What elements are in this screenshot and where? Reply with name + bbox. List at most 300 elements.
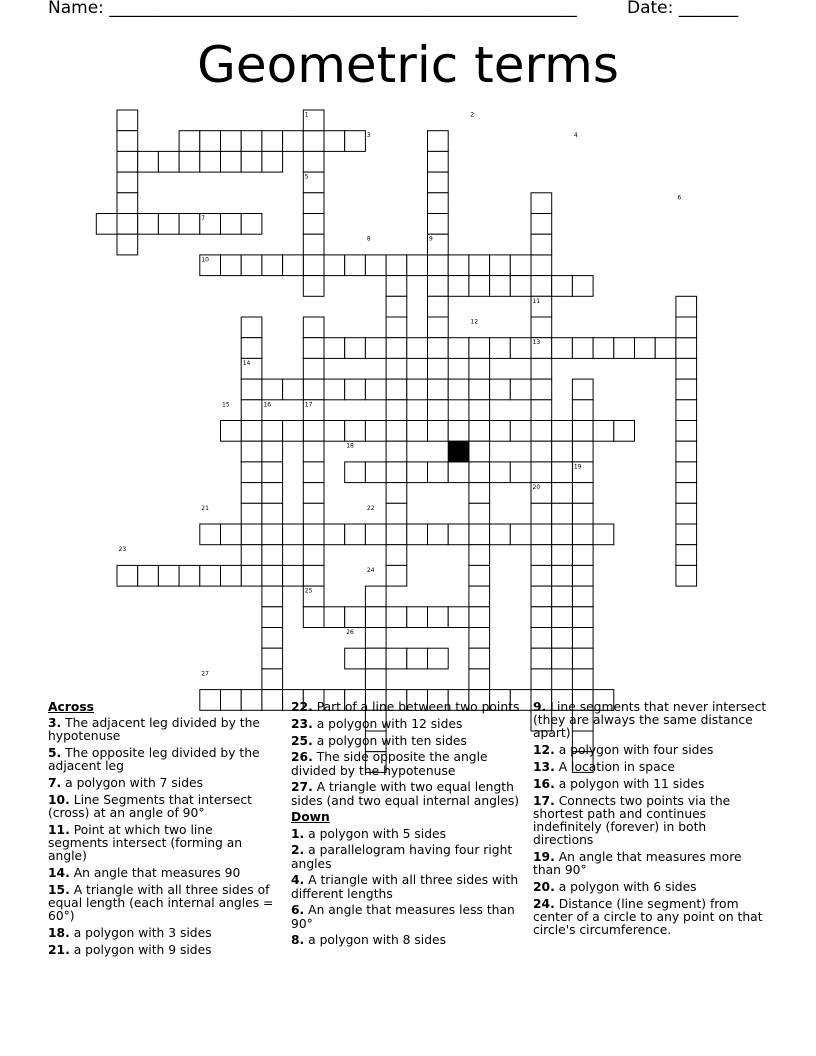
grid-cell[interactable] (572, 421, 593, 442)
clue-number: 2 (470, 111, 475, 119)
grid-cell[interactable] (531, 317, 552, 338)
grid-cell[interactable] (386, 565, 407, 586)
grid-cell[interactable] (200, 565, 221, 586)
grid-cell[interactable] (283, 131, 304, 152)
grid-cell[interactable] (531, 565, 552, 586)
grid-cell[interactable] (158, 214, 179, 235)
grid-cell[interactable] (262, 524, 283, 545)
grid-cell[interactable] (365, 648, 386, 669)
grid-cell[interactable] (303, 151, 324, 172)
grid-cell[interactable] (345, 421, 366, 442)
grid-cell[interactable] (552, 586, 573, 607)
grid-cell[interactable] (303, 255, 324, 276)
grid-cell[interactable] (428, 151, 449, 172)
grid-cell[interactable] (428, 400, 449, 421)
grid-cell[interactable] (676, 421, 697, 442)
grid-cell[interactable] (593, 421, 614, 442)
grid-cell[interactable] (324, 607, 345, 628)
grid-cell[interactable] (303, 276, 324, 297)
grid-cell[interactable] (283, 524, 304, 545)
grid-cell[interactable] (490, 462, 511, 483)
clue-item-text: A triangle with two equal length sides (and two equal internal angles) (291, 780, 520, 808)
grid-cell[interactable] (510, 276, 531, 297)
grid-cell[interactable] (448, 276, 469, 297)
grid-cell[interactable] (531, 400, 552, 421)
grid-cell[interactable] (303, 193, 324, 214)
grid-cell[interactable] (262, 669, 283, 690)
grid-cell[interactable] (531, 607, 552, 628)
grid-cell[interactable] (448, 421, 469, 442)
grid-cell[interactable] (469, 669, 490, 690)
grid-cell[interactable] (117, 565, 138, 586)
grid-cell[interactable] (572, 648, 593, 669)
grid-cell[interactable] (262, 648, 283, 669)
grid-cell[interactable] (552, 648, 573, 669)
grid-cell[interactable] (572, 483, 593, 504)
grid-cell[interactable] (552, 276, 573, 297)
grid-cell[interactable] (386, 462, 407, 483)
grid-cell[interactable] (593, 338, 614, 359)
grid-cell[interactable] (428, 358, 449, 379)
grid-cell[interactable] (428, 462, 449, 483)
grid-cell[interactable] (221, 151, 242, 172)
grid-cell[interactable] (490, 255, 511, 276)
name-field[interactable]: Name: _______________________________________________________ (48, 0, 577, 18)
grid-cell[interactable] (221, 214, 242, 235)
clue-item-number: 18. (48, 926, 70, 941)
grid-cell[interactable] (221, 524, 242, 545)
grid-cell[interactable] (469, 400, 490, 421)
grid-cell[interactable] (469, 503, 490, 524)
grid-cell[interactable] (138, 565, 159, 586)
grid-cell[interactable] (469, 276, 490, 297)
clue-item-text: a polygon with 6 sides (558, 880, 697, 894)
clue-number: 9 (429, 235, 433, 243)
grid-cell[interactable] (303, 441, 324, 462)
grid-cell[interactable] (365, 255, 386, 276)
grid-cell[interactable] (531, 669, 552, 690)
grid-cell[interactable] (552, 607, 573, 628)
grid-cell[interactable] (262, 503, 283, 524)
grid-cell[interactable] (676, 462, 697, 483)
grid-cell[interactable] (531, 462, 552, 483)
grid-cell[interactable] (531, 255, 552, 276)
grid-cell[interactable] (531, 421, 552, 442)
grid-cell[interactable] (490, 276, 511, 297)
grid-cell[interactable] (572, 400, 593, 421)
grid-cell[interactable] (262, 151, 283, 172)
grid-cell[interactable] (676, 296, 697, 317)
grid-cell[interactable] (138, 214, 159, 235)
grid-cell[interactable] (324, 338, 345, 359)
grid-cell[interactable] (365, 379, 386, 400)
grid-cell[interactable] (510, 255, 531, 276)
grid-cell[interactable] (158, 151, 179, 172)
clue-number: 4 (573, 132, 578, 140)
grid-cell[interactable] (221, 131, 242, 152)
date-field[interactable]: Date: _______ (627, 0, 739, 18)
clue-item-text: a polygon with 9 sides (73, 943, 212, 957)
grid-cell[interactable] (262, 565, 283, 586)
grid-cell[interactable] (283, 565, 304, 586)
grid-cell[interactable] (262, 255, 283, 276)
grid-cell[interactable] (179, 151, 200, 172)
grid-cell[interactable] (572, 441, 593, 462)
grid-cell[interactable] (428, 255, 449, 276)
grid-cell[interactable] (510, 421, 531, 442)
grid-cell[interactable] (324, 421, 345, 442)
grid-cell[interactable] (428, 131, 449, 152)
clue-item-text: a polygon with 5 sides (308, 826, 446, 841)
grid-cell[interactable] (324, 379, 345, 400)
grid-cell[interactable] (365, 524, 386, 545)
grid-cell[interactable] (469, 338, 490, 359)
grid-cell[interactable] (572, 524, 593, 545)
grid-cell[interactable] (428, 276, 449, 297)
grid-cell[interactable] (303, 214, 324, 235)
grid-cell[interactable] (676, 358, 697, 379)
grid-cell[interactable] (428, 421, 449, 442)
grid-cell[interactable] (262, 483, 283, 504)
grid-cell[interactable] (117, 151, 138, 172)
grid-cell[interactable] (676, 545, 697, 566)
grid-cell[interactable] (407, 462, 428, 483)
grid-cell[interactable] (241, 503, 262, 524)
grid-cell[interactable] (490, 338, 511, 359)
grid-cell[interactable] (365, 338, 386, 359)
grid-cell[interactable] (531, 379, 552, 400)
grid-cell[interactable] (241, 255, 262, 276)
grid-cell[interactable] (241, 151, 262, 172)
grid-cell[interactable] (572, 607, 593, 628)
grid-cell[interactable] (469, 358, 490, 379)
grid-cell[interactable] (200, 524, 221, 545)
grid-cell[interactable] (386, 400, 407, 421)
grid-cell[interactable] (303, 565, 324, 586)
grid-cell[interactable] (303, 358, 324, 379)
grid-cell[interactable] (386, 483, 407, 504)
clue-number: 19 (573, 463, 582, 471)
grid-cell[interactable] (572, 545, 593, 566)
grid-cell[interactable] (531, 503, 552, 524)
grid-cell[interactable] (345, 338, 366, 359)
grid-cell[interactable] (365, 628, 386, 649)
grid-cell[interactable] (386, 276, 407, 297)
grid-cell[interactable] (407, 648, 428, 669)
grid-cell[interactable] (655, 338, 676, 359)
grid-cell[interactable] (303, 607, 324, 628)
grid-cell[interactable] (469, 379, 490, 400)
grid-cell[interactable] (221, 255, 242, 276)
grid-cell[interactable] (386, 421, 407, 442)
grid-cell[interactable] (241, 462, 262, 483)
clue-item-number: 24. (533, 896, 555, 911)
grid-cell[interactable] (552, 338, 573, 359)
grid-cell[interactable] (117, 110, 138, 131)
grid-cell[interactable] (241, 483, 262, 504)
grid-cell[interactable] (572, 338, 593, 359)
grid-cell[interactable] (407, 607, 428, 628)
grid-cell[interactable] (365, 421, 386, 442)
grid-cell[interactable] (572, 628, 593, 649)
grid-cell[interactable] (283, 255, 304, 276)
grid-cell[interactable] (448, 379, 469, 400)
grid-cell[interactable] (262, 628, 283, 649)
grid-cell[interactable] (324, 131, 345, 152)
grid-cell[interactable] (676, 565, 697, 586)
clue-item-number: 12. (533, 743, 555, 758)
grid-cell[interactable] (407, 421, 428, 442)
grid-cell[interactable] (531, 276, 552, 297)
grid-cell[interactable] (407, 338, 428, 359)
grid-cell[interactable] (200, 131, 221, 152)
grid-cell[interactable] (345, 524, 366, 545)
grid-cell[interactable] (345, 607, 366, 628)
grid-cell[interactable] (428, 607, 449, 628)
grid-cell[interactable] (531, 524, 552, 545)
grid-cell[interactable] (96, 214, 117, 235)
grid-cell[interactable] (262, 131, 283, 152)
grid-cell[interactable] (303, 234, 324, 255)
grid-cell[interactable] (428, 296, 449, 317)
grid-cell[interactable] (241, 545, 262, 566)
grid-cell[interactable] (138, 151, 159, 172)
grid-cell[interactable] (469, 441, 490, 462)
grid-cell[interactable] (469, 628, 490, 649)
grid-cell[interactable] (386, 441, 407, 462)
grid-cell[interactable] (324, 255, 345, 276)
grid-cell[interactable] (428, 379, 449, 400)
grid-cell[interactable] (262, 607, 283, 628)
grid-cell[interactable] (241, 317, 262, 338)
grid-cell[interactable] (572, 586, 593, 607)
grid-cell[interactable] (552, 462, 573, 483)
grid-cell[interactable] (676, 441, 697, 462)
grid-cell[interactable] (676, 400, 697, 421)
grid-cell[interactable] (510, 462, 531, 483)
grid-cell[interactable] (469, 524, 490, 545)
grid-cell[interactable] (469, 421, 490, 442)
grid-cell[interactable] (241, 421, 262, 442)
clue-item-number: 15. (48, 883, 70, 897)
grid-cell[interactable] (200, 151, 221, 172)
grid-cell[interactable] (510, 379, 531, 400)
grid-cell[interactable] (262, 421, 283, 442)
grid-cell[interactable] (407, 524, 428, 545)
grid-cell[interactable] (572, 565, 593, 586)
grid-cell[interactable] (386, 379, 407, 400)
clue-item-text: A location in space (558, 760, 675, 774)
grid-cell[interactable] (572, 276, 593, 297)
grid-cell[interactable] (283, 421, 304, 442)
grid-cell[interactable] (303, 421, 324, 442)
grid-cell[interactable] (614, 338, 635, 359)
grid-cell[interactable] (262, 379, 283, 400)
grid-cell[interactable] (531, 628, 552, 649)
grid-cell[interactable] (531, 193, 552, 214)
grid-cell[interactable] (117, 131, 138, 152)
grid-cell[interactable] (572, 669, 593, 690)
grid-cell[interactable] (386, 358, 407, 379)
grid-cell[interactable] (324, 524, 345, 545)
grid-cell[interactable] (386, 503, 407, 524)
grid-cell[interactable] (407, 255, 428, 276)
grid-cell[interactable] (469, 462, 490, 483)
grid-cell[interactable] (510, 524, 531, 545)
grid-cell[interactable] (221, 421, 242, 442)
grid-cell[interactable] (490, 421, 511, 442)
grid-cell[interactable] (428, 214, 449, 235)
grid-cell[interactable] (241, 524, 262, 545)
grid-cell[interactable] (531, 358, 552, 379)
grid-cell[interactable] (531, 234, 552, 255)
grid-cell[interactable] (428, 193, 449, 214)
grid-cell[interactable] (345, 379, 366, 400)
grid-cell[interactable] (676, 503, 697, 524)
grid-cell[interactable] (221, 565, 242, 586)
grid-cell[interactable] (345, 462, 366, 483)
grid-cell[interactable] (241, 441, 262, 462)
grid-cell[interactable] (117, 214, 138, 235)
grid-cell[interactable] (531, 586, 552, 607)
grid-cell[interactable] (552, 483, 573, 504)
grid-cell[interactable] (179, 565, 200, 586)
grid-cell[interactable] (345, 255, 366, 276)
grid-cell[interactable] (448, 255, 469, 276)
grid-cell[interactable] (262, 441, 283, 462)
grid-cell[interactable] (552, 628, 573, 649)
grid-cell[interactable] (428, 172, 449, 193)
grid-cell[interactable] (428, 524, 449, 545)
grid-cell[interactable] (303, 524, 324, 545)
grid-cell[interactable] (448, 462, 469, 483)
grid-cell[interactable] (552, 545, 573, 566)
grid-cell[interactable] (676, 317, 697, 338)
grid-cell[interactable] (303, 462, 324, 483)
clue-item (291, 718, 523, 731)
grid-cell[interactable] (448, 524, 469, 545)
grid-cell[interactable] (303, 317, 324, 338)
grid-cell[interactable] (510, 338, 531, 359)
clue-number: 6 (677, 194, 682, 202)
grid-cell[interactable] (241, 214, 262, 235)
grid-cell[interactable] (469, 607, 490, 628)
grid-cell[interactable] (552, 565, 573, 586)
grid-cell[interactable] (303, 483, 324, 504)
grid-cell[interactable] (365, 586, 386, 607)
grid-cell[interactable] (469, 565, 490, 586)
grid-cell[interactable] (303, 379, 324, 400)
grid-cell[interactable] (365, 462, 386, 483)
grid-cell[interactable] (428, 338, 449, 359)
grid-cell[interactable] (386, 648, 407, 669)
grid-cell[interactable] (552, 524, 573, 545)
grid-cell[interactable] (552, 503, 573, 524)
grid-cell[interactable] (365, 669, 386, 690)
grid-cell[interactable] (117, 234, 138, 255)
grid-cell[interactable] (365, 607, 386, 628)
grid-cell[interactable] (262, 586, 283, 607)
grid-cell[interactable] (386, 524, 407, 545)
grid-cell[interactable] (303, 503, 324, 524)
grid-cell[interactable] (428, 317, 449, 338)
grid-cell[interactable] (117, 193, 138, 214)
grid-cell[interactable] (241, 131, 262, 152)
grid-cell[interactable] (635, 338, 656, 359)
grid-cell[interactable] (283, 379, 304, 400)
grid-cell[interactable] (572, 503, 593, 524)
grid-cell[interactable] (448, 338, 469, 359)
grid-cell[interactable] (303, 338, 324, 359)
grid-cell[interactable] (676, 338, 697, 359)
grid-cell[interactable] (531, 648, 552, 669)
grid-cell[interactable] (241, 565, 262, 586)
grid-cell[interactable] (552, 421, 573, 442)
clue-item-text: a polygon with ten sides (316, 733, 467, 748)
grid-cell[interactable] (531, 214, 552, 235)
grid-cell[interactable] (117, 172, 138, 193)
grid-cell[interactable] (386, 338, 407, 359)
grid-cell[interactable] (448, 607, 469, 628)
grid-cell[interactable] (262, 462, 283, 483)
grid-cell[interactable] (469, 648, 490, 669)
across-heading: Across (48, 700, 94, 714)
grid-cell[interactable] (407, 379, 428, 400)
grid-cell[interactable] (303, 545, 324, 566)
grid-cell[interactable] (386, 296, 407, 317)
grid-cell[interactable] (303, 131, 324, 152)
grid-cell[interactable] (469, 255, 490, 276)
grid-cell[interactable] (469, 483, 490, 504)
grid-cell[interactable] (676, 379, 697, 400)
grid-cell[interactable] (179, 131, 200, 152)
grid-cell[interactable] (386, 317, 407, 338)
clue-number: 17 (304, 401, 313, 409)
grid-cell[interactable] (572, 379, 593, 400)
grid-cell[interactable] (345, 131, 366, 152)
grid-cell[interactable] (241, 400, 262, 421)
grid-cell[interactable] (490, 524, 511, 545)
clues-column-1 (48, 701, 276, 961)
grid-cell[interactable] (386, 255, 407, 276)
clue-number: 11 (532, 297, 541, 305)
grid-cell[interactable] (614, 421, 635, 442)
grid-cell[interactable] (469, 545, 490, 566)
grid-cell[interactable] (531, 441, 552, 462)
grid-cell[interactable] (676, 483, 697, 504)
grid-cell[interactable] (158, 565, 179, 586)
grid-cell[interactable] (179, 214, 200, 235)
clue-item-text: The opposite leg divided by the adjacent leg (48, 746, 260, 774)
grid-cell[interactable] (531, 545, 552, 566)
grid-cell[interactable] (676, 524, 697, 545)
clue-item-text: A triangle with all three sides with different lengths (291, 873, 519, 901)
clue-item-number: 7. (48, 776, 62, 791)
grid-cell[interactable] (428, 648, 449, 669)
clue-item (291, 874, 523, 900)
clue-number: 12 (470, 318, 479, 326)
grid-cell[interactable] (490, 379, 511, 400)
grid-cell[interactable] (262, 545, 283, 566)
grid-cell[interactable] (386, 607, 407, 628)
grid-cell[interactable] (345, 648, 366, 669)
grid-cell[interactable] (241, 379, 262, 400)
grid-cell[interactable] (469, 586, 490, 607)
grid-cell[interactable] (552, 441, 573, 462)
grid-cell[interactable] (593, 524, 614, 545)
grid-cell[interactable] (241, 338, 262, 359)
grid-cell[interactable] (386, 545, 407, 566)
